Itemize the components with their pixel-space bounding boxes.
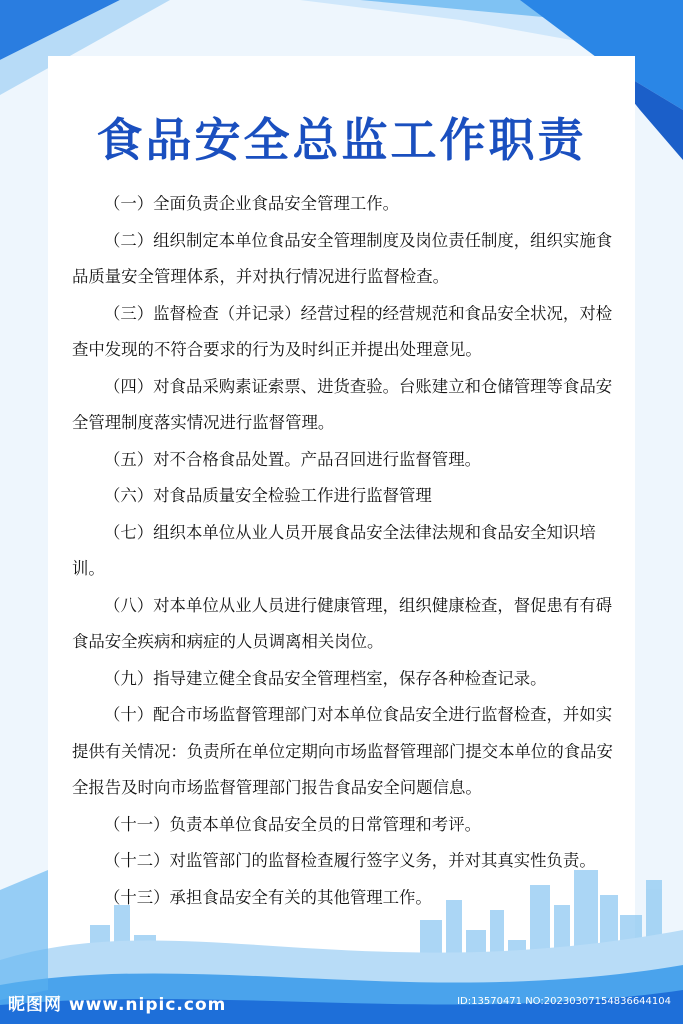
duty-item: （五）对不合格食品处置。产品召回进行监督管理。 xyxy=(104,449,481,469)
duty-list xyxy=(72,186,622,916)
duty-item: （一）全面负责企业食品安全管理工作。 xyxy=(104,194,400,213)
duty-item: （七）组织本单位从业人员开展食品安全法律法规和食品安全知识培训。 xyxy=(72,522,596,578)
duty-item: （十一）负责本单位食品安全员的日常管理和考评。 xyxy=(104,814,481,834)
page-title: 食品安全总监工作职责 xyxy=(96,113,587,167)
duty-item: （十二）对监管部门的监督检查履行签字义务，并对其真实性负责。 xyxy=(104,851,596,870)
duty-item: （六）对食品质量安全检验工作进行监督管理 xyxy=(104,486,432,505)
duty-item: （十）配合市场监督管理部门对本单位食品安全进行监督检查，并如实提供有关情况：负责所在单位定期向市场监督管理部门提交本单位的食品安全报告及时向市场监督管理部门报告食品安全问题信息。 xyxy=(72,705,613,797)
duty-item: （二）组织制定本单位食品安全管理制度及岗位责任制度，组织实施食品质量安全管理体系，并对执行情况进行监督检查。 xyxy=(72,230,613,286)
duty-item: （八）对本单位从业人员进行健康管理，组织健康检查，督促患有有碍食品安全疾病和病症的人员调离相关岗位。 xyxy=(72,595,613,651)
duty-item: （十三）承担食品安全有关的其他管理工作。 xyxy=(104,887,432,907)
left-wedge xyxy=(0,870,48,1000)
watermark-site: 昵图网 www.nipic.com xyxy=(8,995,227,1015)
duty-item: （四）对食品采购素证索票、进货查验。台账建立和仓储管理等食品安全管理制度落实情况进行监督管理。 xyxy=(72,376,613,432)
duty-item: （九）指导建立健全食品安全管理档室，保存各种检查记录。 xyxy=(104,668,547,688)
watermark-id: ID:13570471 NO:20230307154836644104 xyxy=(457,996,671,1007)
duty-item: （三）监督检查（并记录）经营过程的经营规范和食品安全状况，对检查中发现的不符合要求的行为及时纠正并提出处理意见。 xyxy=(72,303,613,359)
